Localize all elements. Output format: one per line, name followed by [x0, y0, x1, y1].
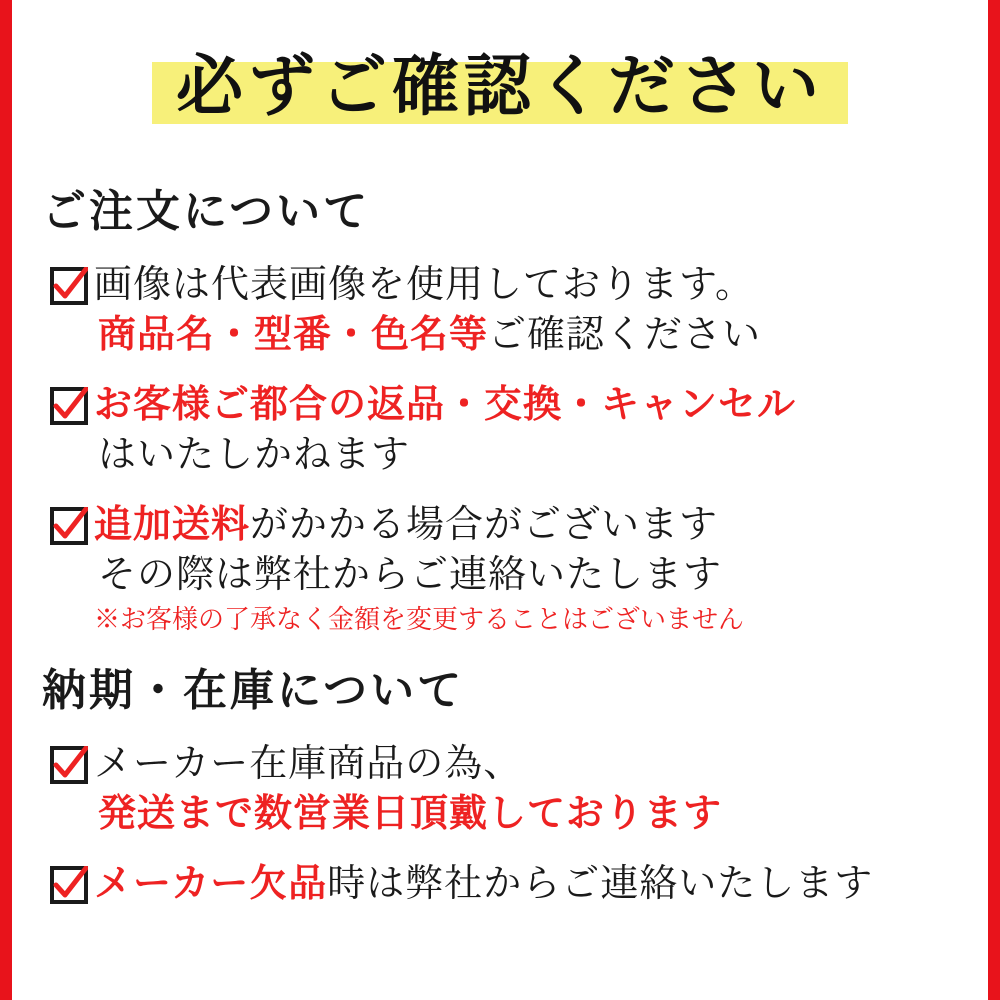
page-title [12, 34, 988, 142]
footnote-text: ※お客様の了承なく金額を変更することはございません [94, 604, 745, 635]
section-heading-orders: ご注文について [42, 186, 371, 237]
emphasis-text: メーカー欠品 [94, 859, 328, 905]
checkbox-checked-icon [50, 507, 88, 545]
checkbox-checked-icon [50, 267, 88, 305]
left-red-border [0, 0, 12, 1000]
emphasis-text: 商品名・型番・色名等 [98, 310, 489, 356]
line-text: がかかる場合がございます [250, 501, 719, 546]
line-text: ご確認ください [488, 311, 762, 356]
line-text [94, 858, 988, 908]
page-content [12, 0, 988, 1000]
section-heading-delivery: 納期・在庫について [42, 664, 465, 716]
emphasis-text: 発送まで数営業日頂戴しております [98, 789, 723, 835]
line-text [94, 499, 988, 549]
list-item [50, 259, 988, 359]
line-text: 画像は代表画像を使用しております。 [94, 261, 754, 306]
list-item-text [94, 499, 988, 639]
checkbox-checked-icon [50, 746, 88, 784]
list-item [50, 499, 988, 639]
checkbox-checked-icon [50, 866, 88, 904]
line-text: 時は弊社からご連絡いたします [327, 860, 874, 905]
checkbox-checked-icon [50, 387, 88, 425]
list-item [50, 858, 988, 908]
emphasis-text: お客様ご都合の返品・交換・キャンセル [94, 380, 797, 426]
line-text: その際は弊社からご連絡いたします [98, 551, 723, 596]
list-item [50, 379, 988, 479]
line-text [98, 309, 988, 359]
page-title-text: 必ずご確認ください [176, 46, 824, 125]
list-item-text [94, 738, 988, 838]
list-item-text [94, 858, 988, 908]
line-text: はいたしかねます [98, 431, 411, 476]
line-text: メーカー在庫商品の為、 [94, 740, 523, 785]
list-item-text [94, 259, 988, 359]
list-item-text [94, 379, 988, 479]
list-item [50, 738, 988, 838]
emphasis-text: 追加送料 [94, 500, 251, 546]
right-red-border [988, 0, 1000, 1000]
